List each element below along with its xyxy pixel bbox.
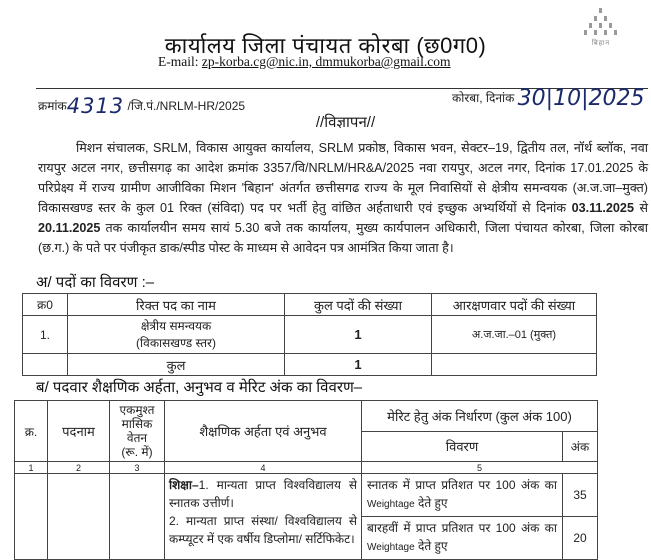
merit-detail-1-tail: देते हुए <box>417 496 448 510</box>
handwritten-date: 30|10|2025 <box>517 86 645 111</box>
post-name-line2: (विकासखण्ड स्तर) <box>136 335 216 350</box>
col-header-total-posts: कुल पदों की संख्या <box>285 294 432 316</box>
col-header-marks: अंक <box>563 431 598 462</box>
qualification-merit-table <box>14 400 598 560</box>
merit-detail-2-text: बारहवीं में प्राप्त प्रतिशत पर 100 अंक का <box>367 521 557 535</box>
row-total: 1 <box>285 316 432 354</box>
place-date-label: कोरबा, दिनांक <box>452 91 515 105</box>
merit-detail-1 <box>362 474 563 517</box>
col-header-details: विवरण <box>362 431 563 462</box>
posts-table <box>22 293 597 376</box>
notice-title: //विज्ञापन// <box>315 114 376 131</box>
email-addresses[interactable]: zp-korba.cg@nic.in, dmmukorba@gmail.com <box>201 54 451 69</box>
col-header-qualification: शैक्षणिक अर्हता एवं अनुभव <box>165 401 362 462</box>
col-num-3: 3 <box>110 462 165 474</box>
salary-header-line1: एकमुश्त <box>119 403 155 417</box>
table-row <box>23 316 597 354</box>
row-reservation: अ.ज.जा.–01 (मुक्त) <box>432 316 597 354</box>
row-sno <box>15 474 48 560</box>
body-part1: मिशन संचालक, SRLM, विकास आयुक्त कार्यालय, SRLM प्रकोष्ठ, विकास भवन, सेक्टर–19, द्वितीय तल, नॉर्थ ब्लॉक, नवा रायपुर अटल नगर, छत्तीसगढ़ का आदेश क्रमांक 3357/वि/NRLM/HR&A/2025 नवा रायपुर, अटल नगर, दिनांक 17.01.2025 के परिप्रेक्ष्य में राज्य ग्रामीण आजीविका मिशन 'बिहान' अंतर्गत छत्तीसगढ राज्य के मूल निवासियों से क्षेत्रीय समन्वयक (अ.ज.जा–मुक्त) विकासखण्ड स्तर के कुल 01 रिक्त (संविदा) पद पर भर्ती हेतु वांछित अर्हताधारी एवं इच्छुक अभ्यर्थियों से दिनांक <box>38 141 648 215</box>
body-mid: से <box>633 201 648 215</box>
reference-suffix: /जि.पं./NRLM-HR/2025 <box>127 99 246 113</box>
advertisement-body <box>38 138 648 258</box>
qualification-item-2: 2. मान्यता प्राप्त संस्था/ विश्वविद्यालय से कम्प्यूटर में एक वर्षीय डिप्लोमा/ सर्टिफिकेट। <box>169 514 357 546</box>
col-num-5: 5 <box>362 462 598 474</box>
logo-caption: बिहान <box>591 40 611 47</box>
total-value: 1 <box>285 354 432 376</box>
col-header-sno: क्र0 <box>23 294 68 316</box>
col-header-sno: क्र. <box>15 401 48 462</box>
section-a-heading: अ/ पदों का विवरण :– <box>36 274 155 291</box>
merit-detail-2 <box>362 517 563 560</box>
email-label: E-mail: <box>158 54 199 69</box>
section-b-heading: ब/ पदवार शैक्षणिक अर्हता, अनुभव व मेरिट अंक का विवरण– <box>36 379 363 396</box>
start-date: 03.11.2025 <box>571 201 634 215</box>
total-label: कुल <box>68 354 285 376</box>
end-date: 20.11.2025 <box>38 221 101 235</box>
post-name-line1: क्षेत्रीय समन्वयक <box>140 318 212 333</box>
col-header-salary <box>110 401 165 462</box>
total-row-sno <box>23 354 68 376</box>
table-row <box>15 474 598 517</box>
col-header-post-name: रिक्त पद का नाम <box>68 294 285 316</box>
total-row <box>23 354 597 376</box>
salary-header-line3: (रू. में) <box>121 445 153 459</box>
body-part2: तक कार्यालयीन समय सायं 5.30 बजे तक कार्यालय, मुख्य कार्यपालन अधिकारी, जिला पंचायत कोरबा, जिला कोरबा (छ.ग.) के पते पर पंजीकृत डाक/स्पीड पोस्ट के माध्यम से आवेदन पत्र आमंत्रित किया जाता है। <box>38 221 648 255</box>
column-number-row <box>15 462 598 474</box>
place-date <box>452 86 644 111</box>
salary-header-line2: मासिक वेतन <box>121 417 153 445</box>
col-num-1: 1 <box>15 462 48 474</box>
email-line <box>158 54 451 70</box>
qualification-cell <box>165 474 362 560</box>
merit-detail-1-text: स्नातक में प्राप्त प्रतिशत पर 100 अंक का <box>367 478 557 492</box>
reference-label: क्रमांक <box>38 99 67 113</box>
row-post <box>48 474 110 560</box>
col-num-2: 2 <box>48 462 110 474</box>
merit-marks-1: 35 <box>563 474 598 517</box>
col-header-post: पदनाम <box>48 401 110 462</box>
merit-detail-1-en: Weightage <box>367 499 415 510</box>
qualification-lead: शिक्षा– <box>169 478 199 492</box>
row-sno: 1. <box>23 316 68 354</box>
merit-detail-2-en: Weightage <box>367 542 415 553</box>
total-reservation <box>432 354 597 376</box>
row-salary <box>110 474 165 560</box>
row-post-name <box>68 316 285 354</box>
office-title: कार्यालय जिला पंचायत कोरबा (छ0ग0) <box>164 33 487 58</box>
merit-detail-2-tail: देते हुए <box>417 539 448 553</box>
qualification-item-1: 1. मान्यता प्राप्त विश्वविद्यालय से स्नातक उत्तीर्ण। <box>169 478 357 510</box>
col-num-4: 4 <box>165 462 362 474</box>
reference-handwritten-number: 4313 <box>66 94 125 118</box>
merit-marks-2: 20 <box>563 517 598 560</box>
col-header-reservation: आरक्षणवार पदों की संख्या <box>432 294 597 316</box>
col-header-merit: मेरिट हेतु अंक निर्धारण (कुल अंक 100) <box>362 401 598 432</box>
